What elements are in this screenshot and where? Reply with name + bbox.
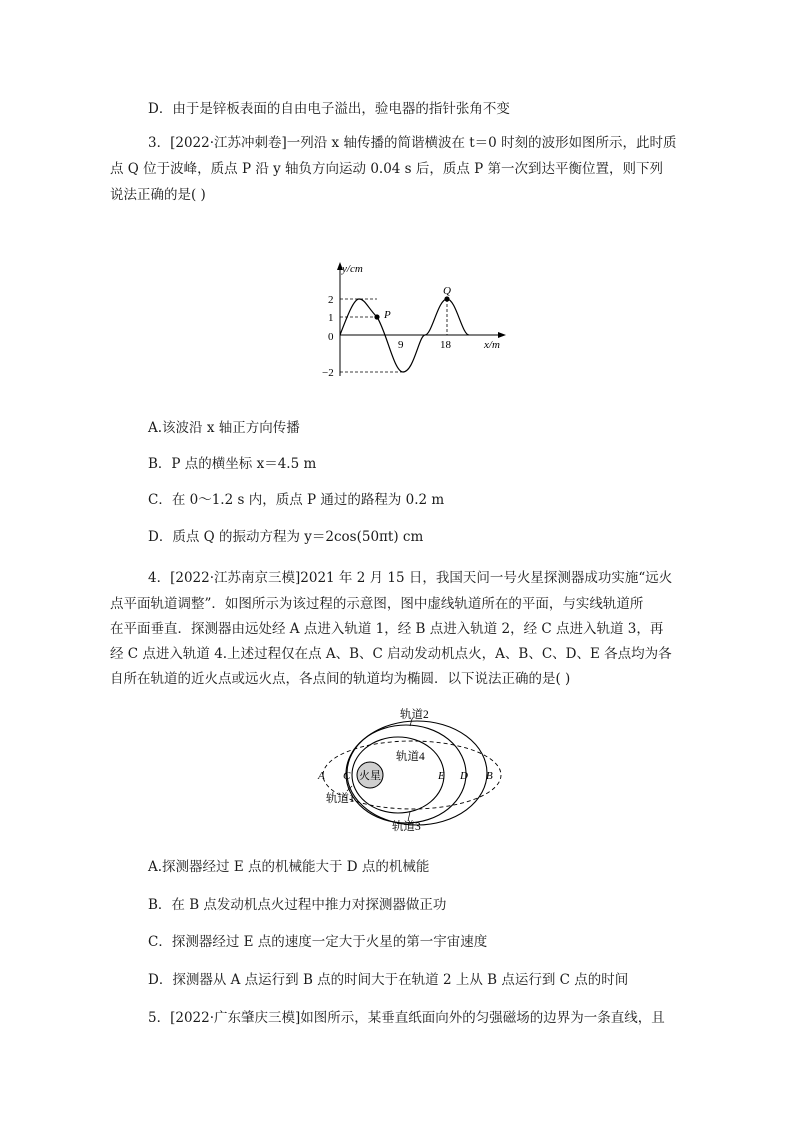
y-tick-2: 2 xyxy=(328,294,334,306)
point-c-label: C xyxy=(343,770,351,782)
q5-stem-line-1: 5．[2022·广东肇庆三模]如图所示，某垂直纸面向外的匀强磁场的边界为一条直线，且 xyxy=(148,1010,665,1026)
point-a-label: A xyxy=(318,770,325,782)
q3-option-b: B．P 点的横坐标 x＝4.5 m xyxy=(148,456,317,472)
q3-stem-line-3: 说法正确的是( ) xyxy=(110,187,206,203)
point-q-dot xyxy=(444,296,449,301)
q4-stem-line-4: 经 C 点进入轨道 4.上述过程仅在点 A、B、C 启动发动机点火，A、B、C、D、E 各点均为各 xyxy=(110,646,672,662)
y-tick-1: 1 xyxy=(328,312,334,324)
q4-stem-line-3: 在平面垂直．探测器由远处经 A 点进入轨道 1，经 B 点进入轨道 2，经 C 点进入轨道 3，再 xyxy=(110,621,664,637)
q4-stem-line-5: 自所在轨道的近火点或远火点，各点间的轨道均为椭圆．以下说法正确的是( ) xyxy=(110,671,571,687)
orbit-2-label: 轨道2 xyxy=(400,709,429,721)
orbit-4-label: 轨道4 xyxy=(396,751,425,763)
q3-option-d: D．质点 Q 的振动方程为 y＝2cos(50πt) cm xyxy=(148,529,424,545)
orbit-diagram xyxy=(312,702,512,836)
point-q-label: Q xyxy=(443,285,451,297)
q4-option-d: D．探测器从 A 点运行到 B 点的时间大于在轨道 2 上从 B 点运行到 C 点的时间 xyxy=(148,972,629,988)
y-axis-label: y/cm xyxy=(342,263,363,275)
q4-option-c: C．探测器经过 E 点的速度一定大于火星的第一宇宙速度 xyxy=(148,934,488,950)
y-tick-neg2: −2 xyxy=(322,367,334,379)
x-tick-9: 9 xyxy=(398,339,404,351)
x-axis-label: x/m xyxy=(484,339,500,351)
point-p-dot xyxy=(374,314,379,319)
x-tick-18: 18 xyxy=(440,339,451,351)
orbit-1-label: 轨道1 xyxy=(326,793,355,805)
q3-stem-line-1: 3．[2022·江苏冲刺卷]一列沿 x 轴传播的简谐横波在 t＝0 时刻的波形如图所示，此时质 xyxy=(148,135,677,151)
q4-stem-line-1: 4．[2022·江苏南京三模]2021 年 2 月 15 日，我国天问一号火星探测器成功实施“远火 xyxy=(148,570,673,586)
q3-option-a: A.该波沿 x 轴正方向传播 xyxy=(148,420,300,436)
wave-graph xyxy=(322,258,512,390)
q4-stem-line-2: 点平面轨道调整”．如图所示为该过程的示意图，图中虚线轨道所在的平面，与实线轨道所 xyxy=(110,596,644,612)
mars-label: 火星 xyxy=(359,770,381,782)
point-e-label: E xyxy=(438,770,445,782)
origin-label: 0 xyxy=(328,331,334,343)
option-d-prev-question: D．由于是锌板表面的自由电子溢出，验电器的指针张角不变 xyxy=(148,101,510,117)
q3-option-c: C．在 0～1.2 s 内，质点 P 通过的路程为 0.2 m xyxy=(148,492,445,508)
point-p-label: P xyxy=(384,309,391,321)
q4-option-b: B．在 B 点发动机点火过程中推力对探测器做正功 xyxy=(148,897,447,913)
point-b-label: B xyxy=(486,770,493,782)
orbit-3-label: 轨道3 xyxy=(392,821,421,833)
point-d-label: D xyxy=(460,770,468,782)
q3-stem-line-2: 点 Q 位于波峰，质点 P 沿 y 轴负方向运动 0.04 s 后，质点 P 第一次到达平衡位置，则下列 xyxy=(110,161,664,177)
q4-option-a: A.探测器经过 E 点的机械能大于 D 点的机械能 xyxy=(148,859,430,875)
